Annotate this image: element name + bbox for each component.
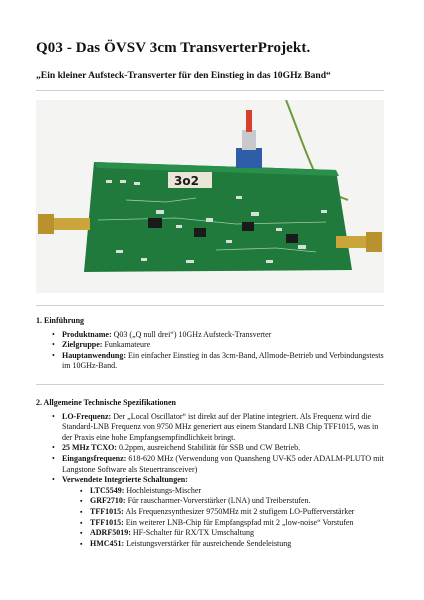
chip-item: ▪ HMC451: Leistungsverstärker für ausreichende Sendeleistung xyxy=(90,539,386,550)
intro-list xyxy=(36,330,386,372)
list-item: • Verwendete Integrierte Schaltungen: ▪ LTC5549: Hochleistungs-Mischer ▪ GRF2710: Für rauscharmer-Vorverstärker (LNA) und Treiberstufen. ▪ TFF1015: Als Frequenzsynthesizer 9750MHz mit 2 stufigem LO-Pufferverstärker ▪ TFF1015: Ein weiterer LNB-Chip für Empfangspfad mit 2 „low-noise“ Vorstufen ▪ ADRF5019: HF-Schalter für RX/TX Umschaltung ▪ HMC451: Leistungsverstärker für ausreichende Sendeleistung xyxy=(62,475,386,549)
pcb-photo xyxy=(36,100,384,293)
section-introduction xyxy=(36,316,386,372)
board-label: 3o2 xyxy=(174,174,199,188)
list-item: • Hauptanwendung: Ein einfacher Einstieg in das 3cm-Band, Allmode-Betrieb und Verbindungstests im 10GHz-Band. xyxy=(62,351,386,372)
divider xyxy=(36,384,384,385)
chip-item: ▪ ADRF5019: HF-Schalter für RX/TX Umschaltung xyxy=(90,528,386,539)
spec-list xyxy=(36,412,386,550)
divider xyxy=(36,90,384,91)
chip-item: ▪ GRF2710: Für rauscharmer-Vorverstärker (LNA) und Treiberstufen. xyxy=(90,496,386,507)
list-item: • Produktname: Q03 („Q null drei“) 10GHz Aufsteck-Transverter xyxy=(62,330,386,341)
list-item: • 25 MHz TCXO: 0.2ppm, ausreichend Stabilität für SSB und CW Betrieb. xyxy=(62,443,386,454)
section-heading: 2. Allgemeine Technische Spezifikationen xyxy=(36,398,177,407)
chip-item: ▪ TFF1015: Als Frequenzsynthesizer 9750MHz mit 2 stufigem LO-Pufferverstärker xyxy=(90,507,386,518)
list-item: • Zielgruppe: Funkamateure xyxy=(62,340,386,351)
chip-item: ▪ TFF1015: Ein weiterer LNB-Chip für Empfangspfad mit 2 „low-noise“ Vorstufen xyxy=(90,518,386,529)
section-heading: 1. Einführung xyxy=(36,316,85,325)
page-title: Q03 - Das ÖVSV 3cm TransverterProjekt. xyxy=(36,40,311,56)
section-specifications xyxy=(36,398,386,549)
chip-item: ▪ LTC5549: Hochleistungs-Mischer xyxy=(90,486,386,497)
list-item: • LO-Frequenz: Der „Local Oscillator“ ist direkt auf der Platine integriert. Als Frequenz wird die Standard-LNB Frequenz von 9750 MHz generiert aus einem Standard LNB Chip TFF1015, was in der Praxis eine hohe Empfangsempfindlichkeit bringt. xyxy=(62,412,386,444)
chip-list xyxy=(62,486,386,550)
page-subtitle: „Ein kleiner Aufsteck-Transverter für den Einstieg in das 10GHz Band“ xyxy=(36,70,331,81)
divider xyxy=(36,305,384,306)
list-item: • Eingangsfrequenz: 618-620 MHz (Verwendung von Quansheng UV-K5 oder ADALM-PLUTO mit Langstone Software als Steuertransceiver) xyxy=(62,454,386,475)
